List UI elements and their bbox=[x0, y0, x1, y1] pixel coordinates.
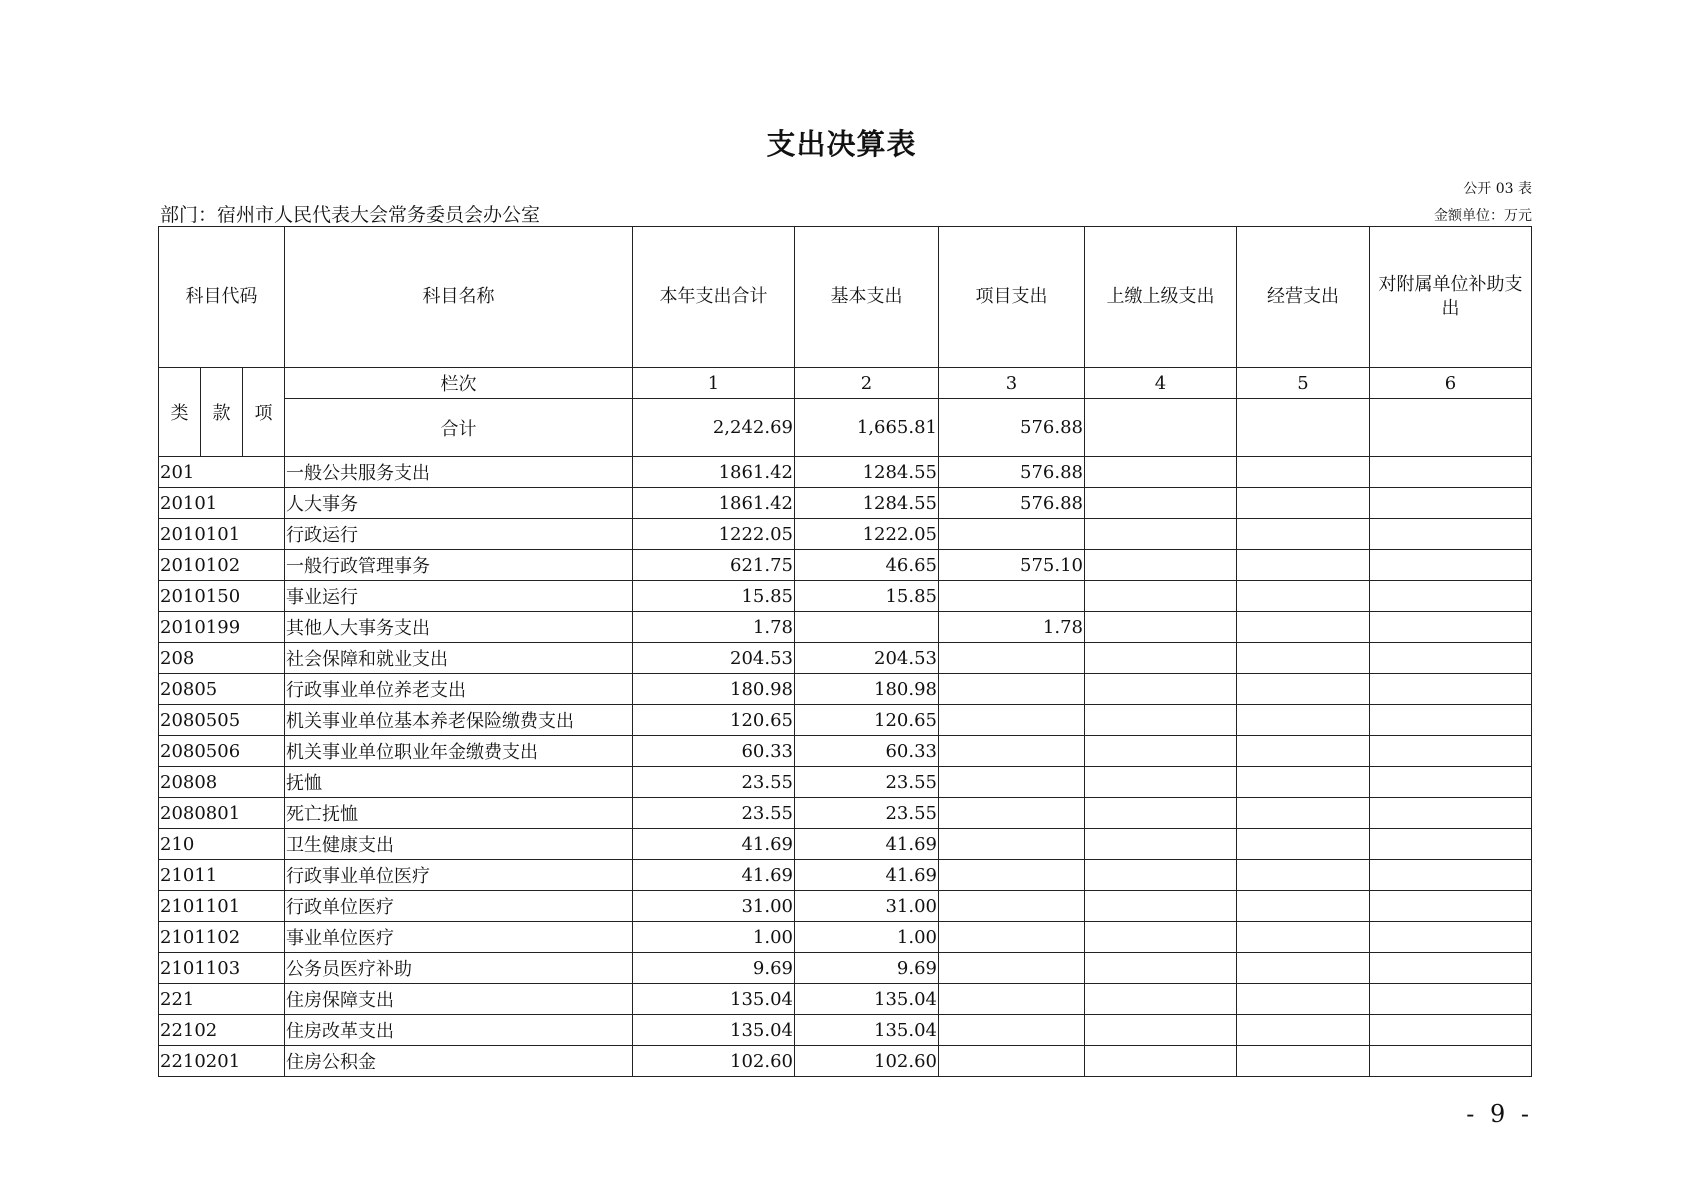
table-row bbox=[159, 705, 1532, 736]
row-project-cell bbox=[939, 829, 1085, 860]
row-name-cell: 事业运行 bbox=[285, 581, 633, 612]
row-code-cell: 2010199 bbox=[159, 612, 285, 643]
row-name-cell: 其他人大事务支出 bbox=[285, 612, 633, 643]
row-business-cell bbox=[1237, 1046, 1370, 1077]
row-name-cell: 行政事业单位养老支出 bbox=[285, 674, 633, 705]
header-subsidy: 对附属单位补助支出 bbox=[1370, 227, 1532, 368]
row-business-cell bbox=[1237, 798, 1370, 829]
total-label: 合计 bbox=[285, 399, 633, 457]
table-row bbox=[159, 922, 1532, 953]
row-total-cell: 180.98 bbox=[633, 674, 795, 705]
row-total-cell: 1861.42 bbox=[633, 488, 795, 519]
table-row bbox=[159, 767, 1532, 798]
expenditure-table bbox=[158, 226, 1532, 1077]
row-subsidy-cell bbox=[1370, 488, 1532, 519]
row-basic-cell: 135.04 bbox=[795, 984, 939, 1015]
table-row bbox=[159, 1015, 1532, 1046]
row-code-cell: 20101 bbox=[159, 488, 285, 519]
row-basic-cell: 1.00 bbox=[795, 922, 939, 953]
total-cell: 1,665.81 bbox=[795, 399, 939, 457]
row-upper-cell bbox=[1085, 612, 1237, 643]
row-basic-cell: 204.53 bbox=[795, 643, 939, 674]
table-header-row bbox=[159, 227, 1532, 368]
table-row bbox=[159, 550, 1532, 581]
table-row bbox=[159, 829, 1532, 860]
row-subsidy-cell bbox=[1370, 674, 1532, 705]
row-basic-cell: 15.85 bbox=[795, 581, 939, 612]
row-code-cell: 20805 bbox=[159, 674, 285, 705]
row-code-cell: 201 bbox=[159, 457, 285, 488]
row-basic-cell: 180.98 bbox=[795, 674, 939, 705]
row-subsidy-cell bbox=[1370, 457, 1532, 488]
row-basic-cell: 41.69 bbox=[795, 860, 939, 891]
table-row bbox=[159, 612, 1532, 643]
row-upper-cell bbox=[1085, 550, 1237, 581]
total-cell bbox=[1237, 399, 1370, 457]
row-subsidy-cell bbox=[1370, 891, 1532, 922]
total-cell: 576.88 bbox=[939, 399, 1085, 457]
row-project-cell: 1.78 bbox=[939, 612, 1085, 643]
row-code-cell: 208 bbox=[159, 643, 285, 674]
row-business-cell bbox=[1237, 550, 1370, 581]
row-total-cell: 204.53 bbox=[633, 643, 795, 674]
row-code-cell: 221 bbox=[159, 984, 285, 1015]
row-subsidy-cell bbox=[1370, 1015, 1532, 1046]
row-subsidy-cell bbox=[1370, 550, 1532, 581]
amount-unit-label: 金额单位：万元 bbox=[1434, 208, 1532, 224]
row-upper-cell bbox=[1085, 581, 1237, 612]
row-total-cell: 1.00 bbox=[633, 922, 795, 953]
row-name-cell: 公务员医疗补助 bbox=[285, 953, 633, 984]
total-cell bbox=[1370, 399, 1532, 457]
row-business-cell bbox=[1237, 891, 1370, 922]
row-project-cell bbox=[939, 860, 1085, 891]
row-business-cell bbox=[1237, 860, 1370, 891]
row-total-cell: 15.85 bbox=[633, 581, 795, 612]
row-name-cell: 住房保障支出 bbox=[285, 984, 633, 1015]
row-upper-cell bbox=[1085, 736, 1237, 767]
row-code-cell: 2010101 bbox=[159, 519, 285, 550]
row-subsidy-cell bbox=[1370, 984, 1532, 1015]
row-name-cell: 行政单位医疗 bbox=[285, 891, 633, 922]
table-row bbox=[159, 1046, 1532, 1077]
row-business-cell bbox=[1237, 767, 1370, 798]
row-total-cell: 41.69 bbox=[633, 860, 795, 891]
row-project-cell bbox=[939, 1046, 1085, 1077]
row-name-cell: 社会保障和就业支出 bbox=[285, 643, 633, 674]
row-subsidy-cell bbox=[1370, 1046, 1532, 1077]
row-basic-cell: 1222.05 bbox=[795, 519, 939, 550]
column-number: 2 bbox=[795, 368, 939, 399]
row-name-cell: 事业单位医疗 bbox=[285, 922, 633, 953]
row-total-cell: 621.75 bbox=[633, 550, 795, 581]
row-subsidy-cell bbox=[1370, 798, 1532, 829]
header-code: 科目代码 bbox=[159, 227, 285, 368]
row-project-cell: 576.88 bbox=[939, 488, 1085, 519]
row-upper-cell bbox=[1085, 829, 1237, 860]
row-upper-cell bbox=[1085, 922, 1237, 953]
row-upper-cell bbox=[1085, 705, 1237, 736]
row-name-cell: 人大事务 bbox=[285, 488, 633, 519]
row-code-cell: 2010150 bbox=[159, 581, 285, 612]
row-code-cell: 22102 bbox=[159, 1015, 285, 1046]
row-business-cell bbox=[1237, 488, 1370, 519]
row-upper-cell bbox=[1085, 1046, 1237, 1077]
header-upper: 上缴上级支出 bbox=[1085, 227, 1237, 368]
row-basic-cell bbox=[795, 612, 939, 643]
row-subsidy-cell bbox=[1370, 612, 1532, 643]
row-upper-cell bbox=[1085, 798, 1237, 829]
row-total-cell: 1222.05 bbox=[633, 519, 795, 550]
row-business-cell bbox=[1237, 674, 1370, 705]
row-total-cell: 60.33 bbox=[633, 736, 795, 767]
row-total-cell: 120.65 bbox=[633, 705, 795, 736]
table-row bbox=[159, 488, 1532, 519]
header-business: 经营支出 bbox=[1237, 227, 1370, 368]
row-total-cell: 23.55 bbox=[633, 798, 795, 829]
row-subsidy-cell bbox=[1370, 643, 1532, 674]
column-number: 1 bbox=[633, 368, 795, 399]
row-name-cell: 一般公共服务支出 bbox=[285, 457, 633, 488]
row-subsidy-cell bbox=[1370, 953, 1532, 984]
row-business-cell bbox=[1237, 612, 1370, 643]
table-row bbox=[159, 674, 1532, 705]
row-project-cell bbox=[939, 1015, 1085, 1046]
column-number: 6 bbox=[1370, 368, 1532, 399]
header-lei: 类 bbox=[159, 368, 201, 457]
row-name-cell: 死亡抚恤 bbox=[285, 798, 633, 829]
row-total-cell: 135.04 bbox=[633, 984, 795, 1015]
column-number: 3 bbox=[939, 368, 1085, 399]
row-code-cell: 2080505 bbox=[159, 705, 285, 736]
row-code-cell: 2101102 bbox=[159, 922, 285, 953]
row-code-cell: 2080506 bbox=[159, 736, 285, 767]
column-number: 5 bbox=[1237, 368, 1370, 399]
row-business-cell bbox=[1237, 581, 1370, 612]
row-business-cell bbox=[1237, 829, 1370, 860]
table-row bbox=[159, 736, 1532, 767]
row-business-cell bbox=[1237, 705, 1370, 736]
table-row bbox=[159, 984, 1532, 1015]
row-total-cell: 1861.42 bbox=[633, 457, 795, 488]
header-name: 科目名称 bbox=[285, 227, 633, 368]
column-index-label: 栏次 bbox=[285, 368, 633, 399]
row-subsidy-cell bbox=[1370, 705, 1532, 736]
row-name-cell: 机关事业单位职业年金缴费支出 bbox=[285, 736, 633, 767]
row-project-cell bbox=[939, 705, 1085, 736]
row-basic-cell: 23.55 bbox=[795, 798, 939, 829]
total-cell bbox=[1085, 399, 1237, 457]
total-cell: 2,242.69 bbox=[633, 399, 795, 457]
row-total-cell: 135.04 bbox=[633, 1015, 795, 1046]
row-name-cell: 住房改革支出 bbox=[285, 1015, 633, 1046]
column-index-row bbox=[159, 368, 1532, 399]
header-kuan: 款 bbox=[201, 368, 243, 457]
table-row bbox=[159, 953, 1532, 984]
row-business-cell bbox=[1237, 1015, 1370, 1046]
row-basic-cell: 102.60 bbox=[795, 1046, 939, 1077]
row-project-cell bbox=[939, 798, 1085, 829]
row-project-cell bbox=[939, 953, 1085, 984]
header-project: 项目支出 bbox=[939, 227, 1085, 368]
row-project-cell bbox=[939, 891, 1085, 922]
row-code-cell: 2080801 bbox=[159, 798, 285, 829]
row-code-cell: 2010102 bbox=[159, 550, 285, 581]
form-number: 公开 03 表 bbox=[1463, 181, 1532, 197]
row-total-cell: 23.55 bbox=[633, 767, 795, 798]
row-name-cell: 一般行政管理事务 bbox=[285, 550, 633, 581]
row-upper-cell bbox=[1085, 984, 1237, 1015]
row-basic-cell: 46.65 bbox=[795, 550, 939, 581]
row-project-cell bbox=[939, 767, 1085, 798]
row-name-cell: 行政运行 bbox=[285, 519, 633, 550]
column-number: 4 bbox=[1085, 368, 1237, 399]
row-subsidy-cell bbox=[1370, 519, 1532, 550]
row-upper-cell bbox=[1085, 457, 1237, 488]
row-upper-cell bbox=[1085, 767, 1237, 798]
row-business-cell bbox=[1237, 922, 1370, 953]
row-name-cell: 住房公积金 bbox=[285, 1046, 633, 1077]
row-business-cell bbox=[1237, 519, 1370, 550]
row-business-cell bbox=[1237, 953, 1370, 984]
row-name-cell: 卫生健康支出 bbox=[285, 829, 633, 860]
row-subsidy-cell bbox=[1370, 829, 1532, 860]
row-basic-cell: 120.65 bbox=[795, 705, 939, 736]
row-code-cell: 2210201 bbox=[159, 1046, 285, 1077]
row-code-cell: 2101103 bbox=[159, 953, 285, 984]
row-upper-cell bbox=[1085, 519, 1237, 550]
row-project-cell bbox=[939, 984, 1085, 1015]
row-basic-cell: 1284.55 bbox=[795, 457, 939, 488]
row-total-cell: 1.78 bbox=[633, 612, 795, 643]
row-business-cell bbox=[1237, 736, 1370, 767]
row-upper-cell bbox=[1085, 953, 1237, 984]
row-subsidy-cell bbox=[1370, 767, 1532, 798]
row-upper-cell bbox=[1085, 1015, 1237, 1046]
row-total-cell: 102.60 bbox=[633, 1046, 795, 1077]
page-title: 支出决算表 bbox=[766, 127, 917, 161]
row-project-cell bbox=[939, 581, 1085, 612]
row-subsidy-cell bbox=[1370, 860, 1532, 891]
row-code-cell: 2101101 bbox=[159, 891, 285, 922]
row-subsidy-cell bbox=[1370, 581, 1532, 612]
row-business-cell bbox=[1237, 984, 1370, 1015]
table-row bbox=[159, 519, 1532, 550]
page-number: - 9 - bbox=[1466, 1100, 1533, 1128]
row-basic-cell: 1284.55 bbox=[795, 488, 939, 519]
row-upper-cell bbox=[1085, 488, 1237, 519]
row-code-cell: 20808 bbox=[159, 767, 285, 798]
row-basic-cell: 135.04 bbox=[795, 1015, 939, 1046]
row-name-cell: 抚恤 bbox=[285, 767, 633, 798]
row-project-cell: 576.88 bbox=[939, 457, 1085, 488]
row-project-cell bbox=[939, 519, 1085, 550]
row-project-cell bbox=[939, 922, 1085, 953]
row-name-cell: 机关事业单位基本养老保险缴费支出 bbox=[285, 705, 633, 736]
row-total-cell: 31.00 bbox=[633, 891, 795, 922]
row-upper-cell bbox=[1085, 643, 1237, 674]
row-project-cell bbox=[939, 643, 1085, 674]
table-row bbox=[159, 581, 1532, 612]
row-basic-cell: 31.00 bbox=[795, 891, 939, 922]
total-row bbox=[159, 399, 1532, 457]
table-row bbox=[159, 457, 1532, 488]
table-row bbox=[159, 643, 1532, 674]
row-project-cell: 575.10 bbox=[939, 550, 1085, 581]
row-basic-cell: 60.33 bbox=[795, 736, 939, 767]
header-basic: 基本支出 bbox=[795, 227, 939, 368]
row-subsidy-cell bbox=[1370, 736, 1532, 767]
row-project-cell bbox=[939, 674, 1085, 705]
row-basic-cell: 23.55 bbox=[795, 767, 939, 798]
row-total-cell: 41.69 bbox=[633, 829, 795, 860]
row-upper-cell bbox=[1085, 860, 1237, 891]
row-upper-cell bbox=[1085, 674, 1237, 705]
row-code-cell: 210 bbox=[159, 829, 285, 860]
header-total: 本年支出合计 bbox=[633, 227, 795, 368]
row-project-cell bbox=[939, 736, 1085, 767]
row-code-cell: 21011 bbox=[159, 860, 285, 891]
row-business-cell bbox=[1237, 457, 1370, 488]
row-subsidy-cell bbox=[1370, 922, 1532, 953]
row-basic-cell: 41.69 bbox=[795, 829, 939, 860]
row-upper-cell bbox=[1085, 891, 1237, 922]
header-xiang: 项 bbox=[243, 368, 285, 457]
row-name-cell: 行政事业单位医疗 bbox=[285, 860, 633, 891]
department-label: 部门：宿州市人民代表大会常务委员会办公室 bbox=[160, 204, 541, 226]
table-row bbox=[159, 891, 1532, 922]
table-row bbox=[159, 860, 1532, 891]
table-row bbox=[159, 798, 1532, 829]
row-basic-cell: 9.69 bbox=[795, 953, 939, 984]
row-business-cell bbox=[1237, 643, 1370, 674]
row-total-cell: 9.69 bbox=[633, 953, 795, 984]
